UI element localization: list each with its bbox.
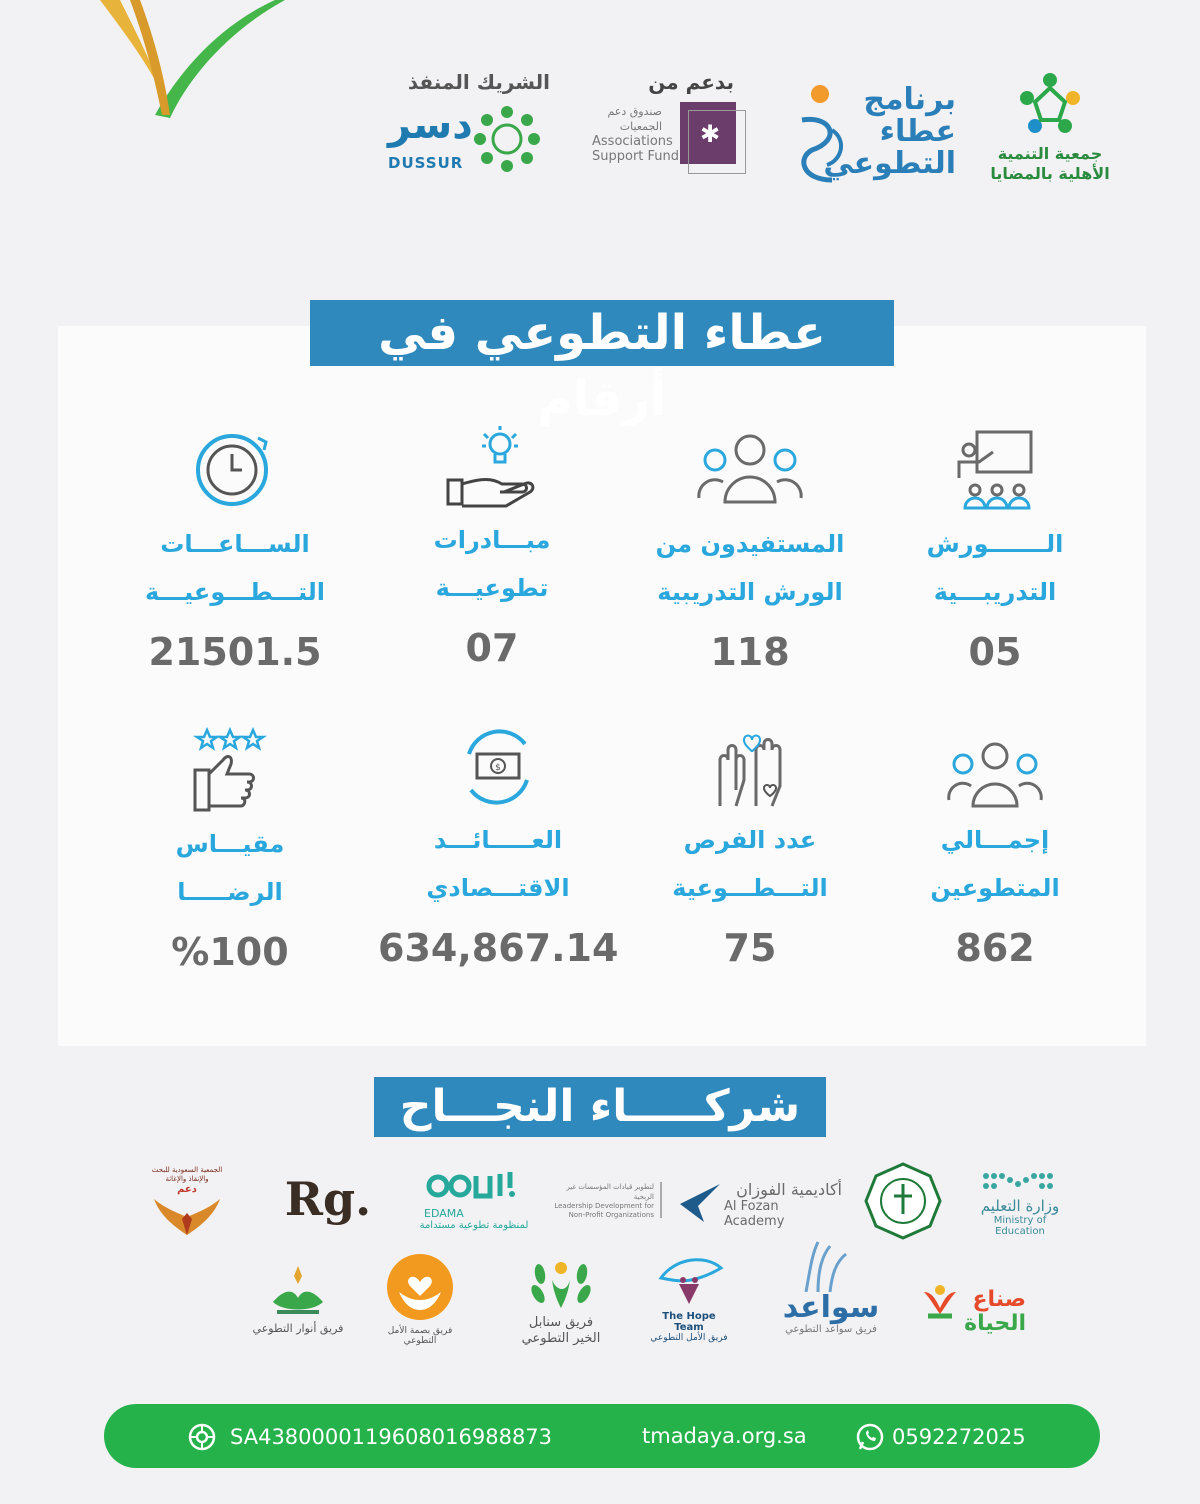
fozan-logo-icon [676, 1180, 722, 1226]
stat-opportunities [630, 730, 870, 970]
stat-volunteers [875, 730, 1115, 970]
partner-line-1: صناع [972, 1287, 1026, 1312]
stat-value: 118 [710, 630, 790, 674]
stat-value: 05 [968, 630, 1022, 674]
program-line-1: برنامج [863, 82, 956, 117]
money-cycle-icon [455, 724, 541, 810]
sanabel-logo-icon [526, 1250, 596, 1312]
partner-basmat-alamal [370, 1252, 470, 1346]
stat-economic-return [378, 724, 618, 970]
partner-anwar [248, 1262, 348, 1335]
website-text: tmadaya.org.sa [642, 1424, 807, 1448]
stat-label-1: إجمـــالي [940, 826, 1050, 854]
contact-footer [104, 1404, 1100, 1468]
dussur-ring-icon [472, 104, 542, 174]
partner-line-1: فريق سنابل [528, 1315, 594, 1330]
svg-text:$: $ [495, 763, 501, 773]
partner-leadership-development [546, 1182, 664, 1220]
partner-sawaed [776, 1240, 886, 1335]
partner-line-2: فريق سواعد التطوعي [785, 1324, 877, 1335]
stat-label-1: المستفيدون من [655, 530, 845, 558]
ataa-program-logo [792, 70, 962, 210]
edama-logo-icon [424, 1168, 524, 1204]
volunteers-icon [945, 730, 1045, 810]
dussur-english: DUSSUR [388, 154, 464, 172]
stat-hours [115, 428, 355, 674]
brand-swoosh-decoration [100, 0, 300, 120]
stat-label-2: الرضـــــا [177, 878, 283, 906]
partner-line-1: فريق بصمة الأمل التطوعي [387, 1326, 453, 1346]
partner-label: الشريك المنفذ [407, 70, 550, 94]
stat-value: 75 [723, 926, 777, 970]
rescue-eagle-icon [152, 1195, 222, 1239]
dussur-partner-logo [380, 70, 550, 210]
support-fund-logo: بدعم من صندوق دعم الجمعيات Associations Support Fund ✱ [588, 70, 748, 210]
stat-label-2: تطوعيـــة [435, 574, 549, 602]
stat-label-1: العـــــائـــد [433, 826, 563, 854]
partner-line-2: Al Fozan Academy [724, 1199, 785, 1229]
bank-icon [188, 1423, 216, 1451]
stat-label-2: التـــطـــوعية [672, 874, 828, 902]
partner-rg [280, 1166, 376, 1232]
partner-line-1: سواعد [782, 1290, 880, 1325]
workshop-icon [955, 428, 1035, 514]
partner-line-2: لمنظومة تطوعية مستدامة [419, 1220, 529, 1231]
partner-line-1: أكاديمية الفوزان [736, 1180, 842, 1199]
raised-hands-icon [710, 730, 790, 810]
clock-icon [192, 428, 278, 514]
sawaed-logo-icon [796, 1240, 866, 1292]
beneficiaries-icon [695, 428, 805, 514]
partner-edama [418, 1168, 530, 1231]
iban-info [188, 1404, 552, 1468]
partner-ministry-of-education [970, 1170, 1070, 1237]
stat-initiatives [372, 424, 612, 670]
idea-hand-icon [442, 424, 542, 510]
phone-contact[interactable] [856, 1404, 1026, 1468]
partner-line-1: لتطوير قيادات المؤسسات غير الربحية [566, 1183, 654, 1201]
stat-value: 07 [465, 626, 519, 670]
moe-logo-icon [980, 1170, 1060, 1194]
stat-label-1: مقيـــاس [175, 830, 285, 858]
stat-label-1: مبـــادرات [433, 526, 551, 554]
website-link[interactable] [642, 1404, 807, 1468]
partner-line-2: الحياة [964, 1311, 1026, 1336]
program-line-2: عطاء [879, 114, 956, 149]
fund-text: صندوق دعم الجمعيات Associations Support Fund [592, 105, 680, 164]
partner-line-1: The Hope Team [662, 1311, 716, 1333]
stat-satisfaction [110, 724, 350, 974]
stat-label-1: عدد الفرص [683, 826, 817, 854]
stat-workshops [875, 428, 1115, 674]
support-label: بدعم من [648, 70, 734, 94]
association-logo [990, 70, 1110, 210]
anwar-logo-icon [263, 1262, 333, 1322]
university-seal-icon [864, 1162, 942, 1240]
program-line-3: التطوعي [823, 146, 956, 181]
stat-label-2: الاقتـــصادي [426, 874, 570, 902]
partner-hope-team [646, 1254, 732, 1343]
stat-beneficiaries [630, 428, 870, 674]
stat-value: 634,867.14 [378, 926, 619, 970]
partner-line-1: فريق أنوار التطوعي [252, 1322, 344, 1335]
partner-saudi-rescue [146, 1166, 228, 1242]
partner-line-2: فريق الأمل التطوعي [650, 1333, 728, 1343]
stat-label-2: التـــطـــوعيـــة [144, 578, 326, 606]
partner-line-1: الجمعية السعودية للبحث والإنقاذ والإغاثة [151, 1166, 223, 1183]
stats-title: عطاء التطوعي في أرقام [310, 300, 894, 366]
phone-number: 0592272025 [892, 1425, 1026, 1449]
thumbs-up-icon [187, 724, 273, 814]
association-line-2: الأهلية بالمضايا [990, 164, 1110, 183]
stat-value: %100 [171, 930, 289, 974]
whatsapp-icon [856, 1423, 884, 1451]
partner-sanabel [516, 1250, 606, 1347]
stat-label-1: الســـاعـــات [160, 530, 310, 558]
basmat-logo-icon [385, 1252, 455, 1322]
stat-label-2: المتطوعين [930, 874, 1060, 902]
association-star-icon [1015, 70, 1085, 140]
iban-number: SA4380000119608016988873 [230, 1425, 553, 1449]
dussur-arabic: دسر [388, 102, 473, 148]
partner-university [864, 1162, 942, 1243]
partner-line-2: Ministry of Education [993, 1215, 1047, 1237]
association-line-1: جمعية التنمية [997, 144, 1103, 163]
partner-line-2: دعم [177, 1184, 197, 1195]
stat-value: 21501.5 [148, 630, 322, 674]
stat-label-1: الـــــــورش [926, 530, 1064, 558]
partner-line-2: Leadership Development for Non-Profit Organizations [554, 1202, 654, 1219]
partner-line-2: الخير التطوعي [521, 1331, 601, 1346]
rg-logo-icon: Rg. [284, 1172, 372, 1226]
stat-value: 862 [955, 926, 1035, 970]
partner-line-1: EDAMA [424, 1207, 464, 1220]
stat-label-2: الورش التدريبية [657, 578, 843, 606]
partner-line-1: وزارة التعليم [980, 1197, 1060, 1215]
leadership-logo-icon [658, 1182, 664, 1218]
hope-team-icon [651, 1254, 727, 1308]
stat-label-2: التدريبـــية [933, 578, 1057, 606]
partners-title: شركـــــاء النجـــاح [374, 1077, 826, 1137]
